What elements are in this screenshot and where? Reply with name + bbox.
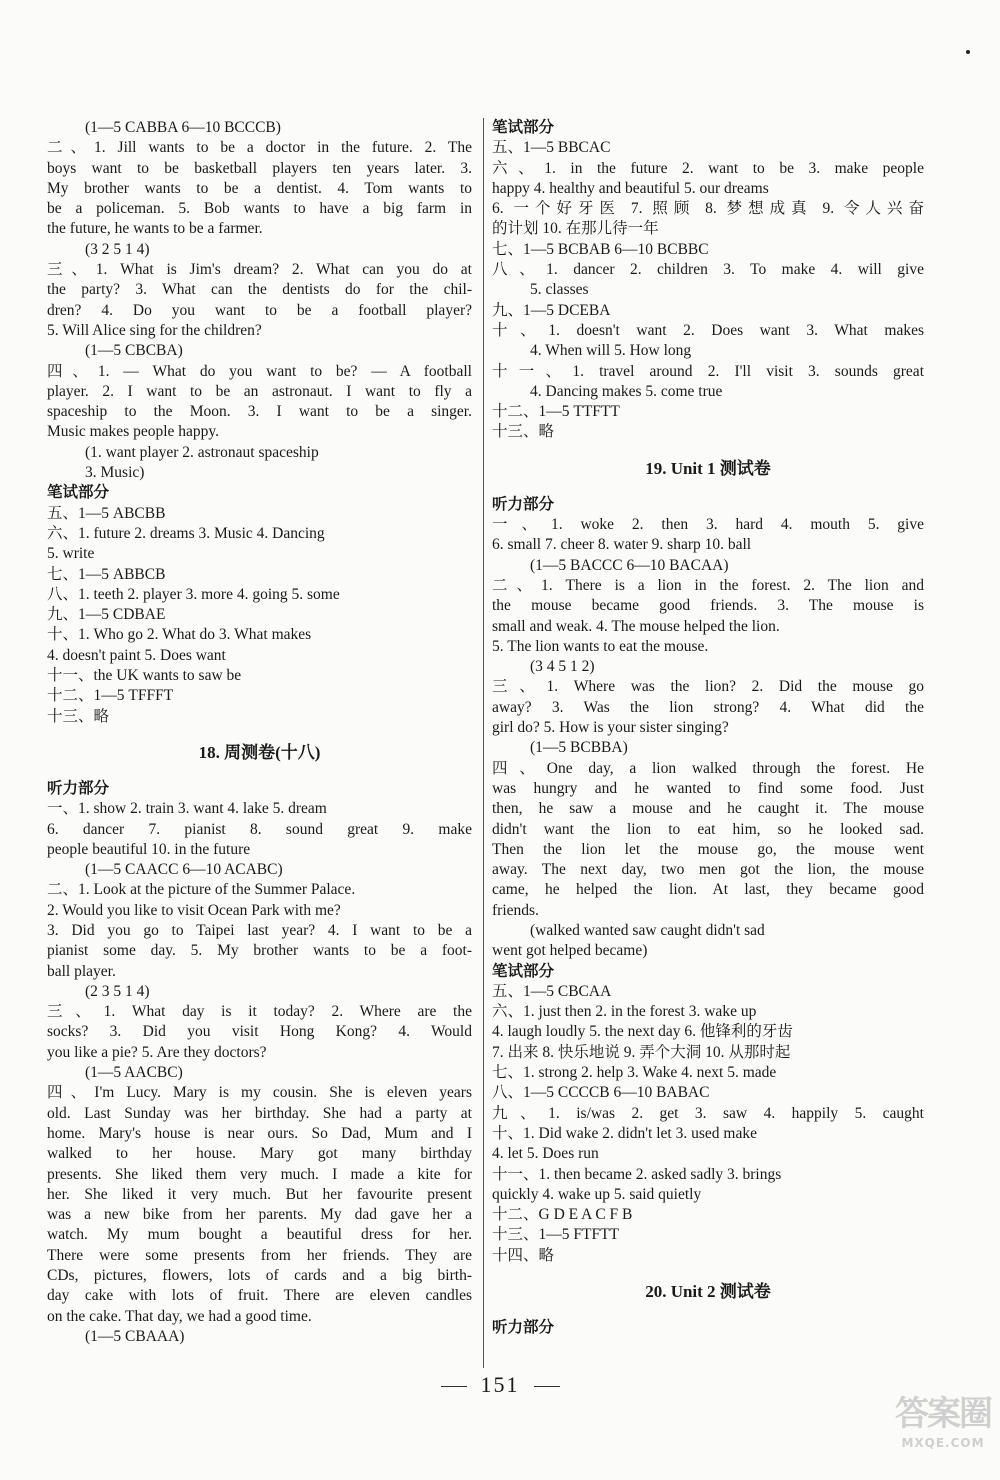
- answer-line: 五、1—5 CBCAA: [492, 982, 612, 1000]
- answer-line: 九、1. is/was 2. get 3. saw 4. happily 5. caught: [492, 1104, 924, 1122]
- answer-line: 七、1—5 ABBCB: [47, 565, 166, 583]
- answer-line: (3 4 5 1 2): [530, 658, 595, 676]
- answer-line: (1—5 CAACC 6—10 ACABC): [85, 861, 283, 879]
- watermark-logo: [893, 1392, 993, 1472]
- watermark-title: 答案圈: [895, 1394, 991, 1434]
- answer-line: 七、1. strong 2. help 3. Wake 4. next 5. made: [492, 1064, 777, 1082]
- answer-line: My brother wants to be a dentist. 4. Tom wants to: [47, 179, 472, 197]
- answer-line: 3. Music): [85, 464, 145, 482]
- answer-line: (walked wanted saw caught didn't sad: [530, 921, 765, 939]
- answer-line: 一、1. show 2. train 3. want 4. lake 5. dream: [47, 800, 327, 818]
- answer-line: 四、1. — What do you want to be? — A football: [47, 362, 472, 380]
- answer-line: people beautiful 10. in the future: [47, 840, 251, 858]
- answer-line: 十三、1—5 FTFTT: [492, 1226, 620, 1244]
- answer-line: 十一、the UK wants to saw be: [47, 667, 242, 685]
- part-label: 听力部分: [492, 1319, 555, 1337]
- answer-line: 十三、略: [492, 423, 555, 441]
- answer-line: (1—5 BACCC 6—10 BACAA): [530, 556, 729, 574]
- answer-line: (3 2 5 1 4): [85, 240, 150, 258]
- answer-line: away? 3. Was the lion strong? 4. What did the: [492, 698, 924, 716]
- answer-line: came, he helped the lion. At last, they became good: [492, 881, 924, 899]
- answer-line: 二、1. Look at the picture of the Summer Palace.: [47, 881, 356, 899]
- answer-line: 3. Did you go to Taipei last year? 4. I want to be a: [47, 921, 472, 939]
- answer-line: 十一、1. travel around 2. I'll visit 3. sounds great: [492, 362, 924, 380]
- answer-line: girl do? 5. How is your sister singing?: [492, 719, 729, 737]
- answer-line: socks? 3. Did you visit Hong Kong? 4. Would: [47, 1023, 472, 1041]
- answer-line: 5. Will Alice sing for the children?: [47, 321, 262, 339]
- answer-line: away. The next day, two men got the lion, the mouse: [492, 861, 924, 879]
- answer-line: home. Mary's house is near ours. So Dad, Mum and I: [47, 1124, 472, 1142]
- answer-line: 十、1. Who go 2. What do 3. What makes: [47, 626, 312, 644]
- answer-line: day cake with lots of fruit. There are eleven candles: [47, 1287, 472, 1305]
- answer-line: 八、1. dancer 2. children 3. To make 4. will give: [492, 261, 924, 279]
- answer-line: 七、1—5 BCBAB 6—10 BCBBC: [492, 240, 709, 258]
- answer-line: (1—5 CBCBA): [85, 342, 183, 360]
- answer-line: spaceship to the Moon. 3. I want to be a singer.: [47, 403, 472, 421]
- answer-line: be a policeman. 5. Bob wants to have a big farm in: [47, 200, 472, 218]
- part-label: 笔试部分: [47, 484, 110, 502]
- answer-line: 三、1. What day is it today? 2. Where are the: [47, 1003, 472, 1021]
- answer-line: (1—5 AACBC): [85, 1064, 183, 1082]
- printer-mark-dot: [966, 50, 970, 54]
- answer-line: ball player.: [47, 962, 116, 980]
- answer-line: 5. classes: [530, 281, 589, 299]
- answer-line: 十二、1—5 TFFFT: [47, 687, 174, 705]
- part-label: 笔试部分: [492, 962, 555, 980]
- answer-line: 4. laugh loudly 5. the next day 6. 他锋利的牙齿: [492, 1023, 793, 1041]
- footer-dash-left: [441, 1386, 467, 1387]
- answer-line: 三、1. What is Jim's dream? 2. What can you do at: [47, 261, 472, 279]
- answer-line: 的计划 10. 在那儿待一年: [492, 220, 659, 238]
- answer-line: 十、1. Did wake 2. didn't let 3. used make: [492, 1124, 757, 1142]
- answer-line: 八、1—5 CCCCB 6—10 BABAC: [492, 1084, 710, 1102]
- answer-line: 5. The lion wants to eat the mouse.: [492, 637, 709, 655]
- page-number: 151: [480, 1372, 520, 1397]
- answer-line: 7. 出来 8. 快乐地说 9. 弄个大洞 10. 从那时起: [492, 1043, 791, 1061]
- answer-line: 2. Would you like to visit Ocean Park with me?: [47, 901, 341, 919]
- answer-line: didn't want the lion to eat him, so he looked sad.: [492, 820, 924, 838]
- answer-line: Music makes people happy.: [47, 423, 220, 441]
- answer-line: Then the lion let the mouse go, the mouse went: [492, 840, 924, 858]
- part-label: 听力部分: [492, 495, 555, 513]
- answer-line: 八、1. teeth 2. player 3. more 4. going 5. some: [47, 585, 340, 603]
- answer-line: walked to her house. Mary got many birthday: [47, 1145, 472, 1163]
- answer-line: 十四、略: [492, 1246, 555, 1264]
- answer-line: (1—5 CABBA 6—10 BCCCB): [85, 119, 281, 136]
- answer-line: 四、I'm Lucy. Mary is my cousin. She is eleven years: [47, 1084, 472, 1102]
- answer-line: 十二、1—5 TTFTT: [492, 403, 620, 421]
- answer-line: 十二、G D E A C F B: [492, 1206, 633, 1224]
- answer-line: her. She liked it very much. But her favourite present: [47, 1185, 472, 1203]
- page-number-footer: [0, 1372, 1000, 1398]
- answer-line: player. 2. I want to be an astronaut. I want to fly a: [47, 382, 472, 400]
- answer-line: 九、1—5 CDBAE: [47, 606, 166, 624]
- answer-line: 五、1—5 ABCBB: [47, 504, 166, 522]
- left-answer-column: [47, 118, 472, 1347]
- watermark-url: MXQE.COM: [901, 1436, 985, 1450]
- answer-line: watch. My mum bought a beautiful dress for her.: [47, 1226, 472, 1244]
- answer-line: was a new bike from her parents. My dad gave her a: [47, 1206, 472, 1224]
- section-heading: 18. 周测卷(十八): [198, 742, 321, 762]
- answer-line: you like a pie? 5. Are they doctors?: [47, 1043, 267, 1061]
- answer-line: was hungry and he wanted to find some food. Just: [492, 779, 924, 797]
- answer-line: boys want to be basketball players ten years later. 3.: [47, 159, 472, 177]
- part-label: 笔试部分: [492, 119, 555, 136]
- answer-line: dren? 4. Do you want to be a football player?: [47, 301, 472, 319]
- answer-line: 十三、略: [47, 707, 110, 725]
- answer-line: 六、1. just then 2. in the forest 3. wake up: [492, 1003, 757, 1021]
- answer-line: went got helped became): [492, 942, 648, 960]
- answer-line: 六、1. future 2. dreams 3. Music 4. Dancing: [47, 524, 325, 542]
- right-answer-column: [492, 118, 924, 1338]
- answer-line: CDs, pictures, flowers, lots of cards and a big birth-: [47, 1267, 472, 1285]
- answer-line: (1. want player 2. astronaut spaceship: [85, 443, 319, 461]
- column-divider: [483, 118, 484, 1368]
- answer-line: 4. doesn't paint 5. Does want: [47, 646, 226, 664]
- answer-line: 4. Dancing makes 5. come true: [530, 382, 723, 400]
- answer-line: friends.: [492, 901, 539, 919]
- part-label: 听力部分: [47, 779, 110, 797]
- answer-line: 6. small 7. cheer 8. water 9. sharp 10. ball: [492, 536, 752, 554]
- answer-line: 二、1. There is a lion in the forest. 2. The lion and: [492, 576, 924, 594]
- answer-line: old. Last Sunday was her birthday. She had a party at: [47, 1104, 472, 1122]
- answer-line: small and weak. 4. The mouse helped the lion.: [492, 617, 780, 635]
- answer-line: quickly 4. wake up 5. said quietly: [492, 1185, 702, 1203]
- answer-line: (1—5 BCBBA): [530, 739, 628, 757]
- answer-line: 六、1. in the future 2. want to be 3. make people: [492, 159, 924, 177]
- answer-line: 6. dancer 7. pianist 8. sound great 9. make: [47, 820, 472, 838]
- answer-line: There were some presents from her friends. They are: [47, 1246, 472, 1264]
- answer-line: 4. let 5. Does run: [492, 1145, 599, 1163]
- answer-line: the mouse became good friends. 3. The mouse is: [492, 597, 924, 615]
- answer-line: 五、1—5 BBCAC: [492, 139, 611, 157]
- answer-line: (1—5 CBAAA): [85, 1327, 185, 1345]
- footer-dash-right: [534, 1386, 560, 1387]
- answer-line: 三、1. Where was the lion? 2. Did the mouse go: [492, 678, 924, 696]
- answer-line: happy 4. healthy and beautiful 5. our dreams: [492, 179, 769, 197]
- answer-line: 一、1. woke 2. then 3. hard 4. mouth 5. give: [492, 516, 924, 534]
- answer-line: 十一、1. then became 2. asked sadly 3. brings: [492, 1165, 782, 1183]
- answer-line: (2 3 5 1 4): [85, 982, 150, 1000]
- answer-line: 5. write: [47, 545, 95, 563]
- answer-line: 九、1—5 DCEBA: [492, 301, 611, 319]
- answer-line: 二、1. Jill wants to be a doctor in the future. 2. The: [47, 139, 472, 157]
- answer-line: 十、1. doesn't want 2. Does want 3. What makes: [492, 321, 924, 339]
- answer-line: the party? 3. What can the dentists do for the chil-: [47, 281, 472, 299]
- answer-line: then, he saw a mouse and he caught it. The mouse: [492, 800, 924, 818]
- answer-line: 6. 一个好牙医 7. 照顾 8. 梦想成真 9. 令人兴奋: [492, 200, 924, 218]
- answer-line: pianist some day. 5. My brother wants to be a foot-: [47, 942, 472, 960]
- section-heading: 19. Unit 1 测试卷: [645, 458, 771, 478]
- answer-line: the future, he wants to be a farmer.: [47, 220, 263, 238]
- answer-line: 四、One day, a lion walked through the forest. He: [492, 759, 924, 777]
- answer-line: presents. She liked them very much. I made a kite for: [47, 1165, 472, 1183]
- answer-line: 4. When will 5. How long: [530, 342, 692, 360]
- section-heading: 20. Unit 2 测试卷: [645, 1282, 771, 1302]
- answer-line: on the cake. That day, we had a good time.: [47, 1307, 312, 1325]
